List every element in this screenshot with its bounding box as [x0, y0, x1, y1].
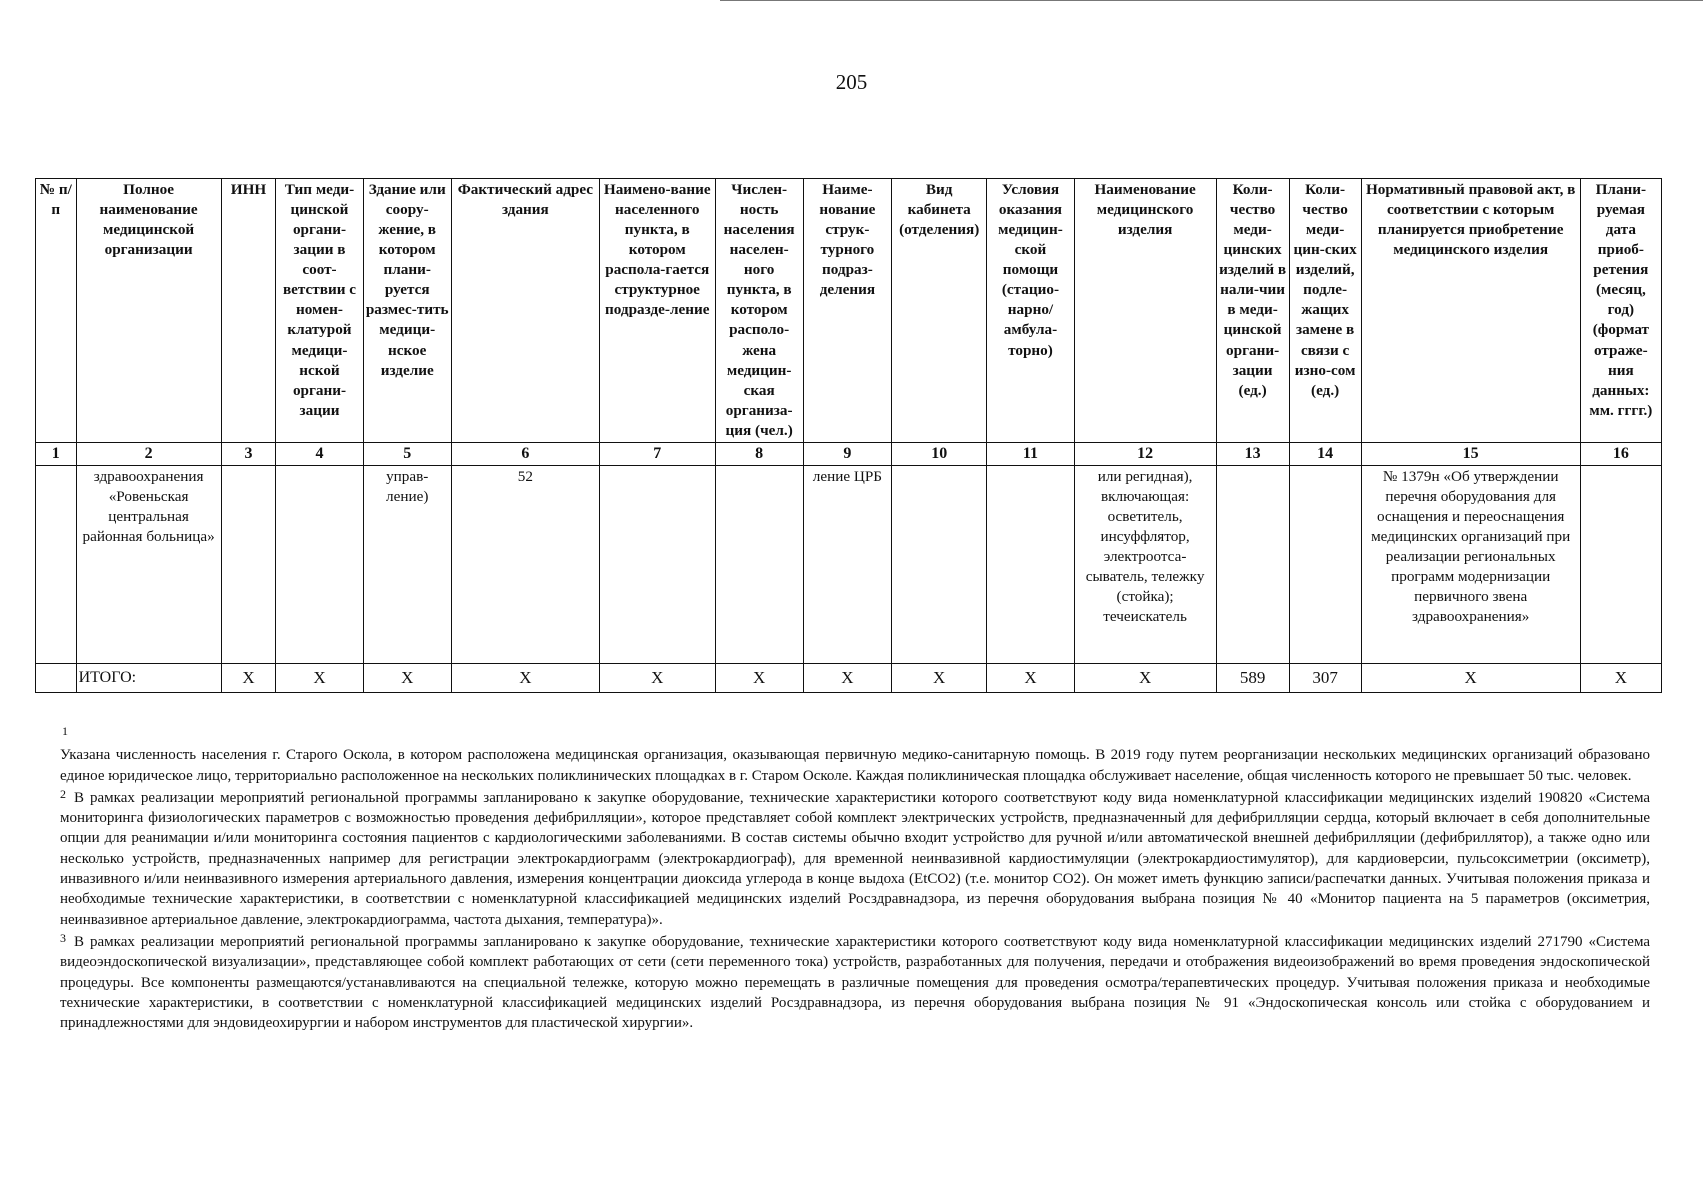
header-cell: № п/п — [36, 179, 77, 443]
header-cell: Фактический адрес здания — [451, 179, 599, 443]
column-number: 12 — [1074, 442, 1216, 465]
total-count-replace: 307 — [1289, 663, 1361, 692]
page-number: 205 — [835, 70, 868, 94]
header-cell: ИНН — [221, 179, 276, 443]
top-scan-line — [720, 0, 1703, 1]
subdivision-cell: ление ЦРБ — [803, 465, 891, 663]
table-row — [36, 465, 1662, 663]
equipment-table — [35, 178, 1662, 693]
table-cell: Х — [1074, 663, 1216, 692]
column-number: 8 — [715, 442, 803, 465]
table-cell: Х — [803, 663, 891, 692]
header-cell: Здание или соору-жение, в котором плани-руется размес-тить медици-нское изделие — [363, 179, 451, 443]
column-number: 5 — [363, 442, 451, 465]
table-cell — [599, 465, 715, 663]
table-cell — [221, 465, 276, 663]
column-number: 6 — [451, 442, 599, 465]
total-label: ИТОГО: — [76, 663, 221, 692]
table-cell — [1580, 465, 1661, 663]
table-cell — [36, 465, 77, 663]
column-number: 1 — [36, 442, 77, 465]
table-cell: Х — [451, 663, 599, 692]
header-cell: Коли-чество меди-цинских изделий в нали-чии в меди-цинской органи-зации (ед.) — [1216, 179, 1289, 443]
header-cell: Вид кабинета (отделения) — [892, 179, 987, 443]
table-cell: Х — [599, 663, 715, 692]
header-cell: Полное наименование медицинской организации — [76, 179, 221, 443]
column-number: 3 — [221, 442, 276, 465]
footnote — [60, 725, 1650, 786]
table-cell: Х — [221, 663, 276, 692]
column-number: 2 — [76, 442, 221, 465]
total-count-available: 589 — [1216, 663, 1289, 692]
footnote-text: Указана численность населения г. Старого Оскола, в котором расположена медицинская организация, оказывающая первичную медико-санитарную помощь. В 2019 году путем реорганизации нескольких медицинских организаций образовано единое юридическое лицо, территориально расположенное на нескольких поликлинических площадках в г. Старом Осколе. Каждая поликлиническая площадка обслуживает население, общая численность которого не превышает 50 тыс. человек. — [60, 747, 1650, 784]
header-row — [36, 179, 1662, 443]
table-cell: Х — [892, 663, 987, 692]
organization-name-cell: здравоохранения «Ровеньская центральная районная больница» — [76, 465, 221, 663]
header-cell: Плани-руемая дата приоб-ретения (месяц, год) (формат отраже-ния данных: мм. гггг.) — [1580, 179, 1661, 443]
footnote — [60, 788, 1650, 930]
header-cell: Числен-ность населения населен-ного пункта, в котором располо-жена медицин-ская организа-ция (чел.) — [715, 179, 803, 443]
device-name-cell: или регидная), включающая: осветитель, инсуффлятор, электроотса-сыватель, тележку (стойка); течеискатель — [1074, 465, 1216, 663]
column-number: 10 — [892, 442, 987, 465]
table-cell: Х — [363, 663, 451, 692]
footnote-marker: 1 — [62, 724, 68, 738]
footnote-text: В рамках реализации мероприятий региональной программы запланировано к закупке оборудование, технические характеристики которого соответствуют коду вида номенклатурной классификации медицинских изделий 271790 «Система видеоэндоскопической визуализации», представляющее собой комплект работающих от сети (сети переменного тока) устройств, разработанных для получения, передачи и отображения видеоизображений во время проведения эндоскопической процедуры. Все компоненты размещаются/устанавливаются на специальной тележке, которую можно перемещать в различные помещения для проведения осмотра/терапевтических процедур. Учитывая положения приказа и необходимые технические характеристики, в соответствии с номенклатурной классификацией медицинских изделий Росздравнадзора, из перечня оборудования выбрана позиция № 91 «Эндоскопическая консоль или стойка с оборудованием и принадлежностями для эндовидеохирургии и набором инструментов для пластической хирургии». — [60, 933, 1651, 1032]
address-cell: 52 — [451, 465, 599, 663]
header-cell: Наиме-нование струк-турного подраз-деления — [803, 179, 891, 443]
header-cell: Наименование медицинского изделия — [1074, 179, 1216, 443]
table-cell — [36, 663, 77, 692]
table-cell — [1289, 465, 1361, 663]
legal-act-cell: № 1379н «Об утверждении перечня оборудования для оснащения и переоснащения медицинских организаций при реализации региональных программ модернизации первичного звена здравоохранения» — [1361, 465, 1580, 663]
table-cell: Х — [276, 663, 363, 692]
header-cell: Нормативный правовой акт, в соответствии с которым планируется приобретение медицинского изделия — [1361, 179, 1580, 443]
column-number: 13 — [1216, 442, 1289, 465]
table-cell: Х — [1361, 663, 1580, 692]
header-cell: Наимено-вание населенного пункта, в котором распола-гается структурное подразде-ление — [599, 179, 715, 443]
column-number: 11 — [987, 442, 1074, 465]
footnote-marker: 3 — [60, 930, 66, 945]
building-cell: управ-ление) — [363, 465, 451, 663]
column-number: 7 — [599, 442, 715, 465]
footnote — [60, 932, 1650, 1033]
total-row — [36, 663, 1662, 692]
table-cell: Х — [715, 663, 803, 692]
header-cell: Тип меди-цинской органи-зации в соот-ветствии с номен-клатурой медици-нской органи-зации — [276, 179, 363, 443]
table-cell — [276, 465, 363, 663]
column-number: 15 — [1361, 442, 1580, 465]
table-cell — [892, 465, 987, 663]
footnote-marker: 2 — [60, 786, 66, 801]
table-cell — [715, 465, 803, 663]
table-cell: Х — [1580, 663, 1661, 692]
header-cell: Условия оказания медицин-ской помощи (стацио-нарно/ амбула-торно) — [987, 179, 1074, 443]
header-cell: Коли-чество меди-цин-ских изделий, подле-жащих замене в связи с изно-сом (ед.) — [1289, 179, 1361, 443]
table-cell — [987, 465, 1074, 663]
footnote-text: В рамках реализации мероприятий региональной программы запланировано к закупке оборудование, технические характеристики которого соответствуют коду вида номенклатурной классификации медицинских изделий 190820 «Система мониторинга физиологических параметров с возможностью проведения дефибрилляции», которое представляет собой комплект электрических устройств, предназначенный для дефибрилляции сердца, который включает в себя дополнительные опции для реанимации и/или мониторинга состояния пациентов с кардиологическими заболеваниями. В состав системы обычно входит устройство для ручной и/или автоматической внешней дефибрилляции (дефибриллятор), а также одно или несколько устройств, предназначенных например для регистрации электрокардиограмм (электрокардиограф), для временной неинвазивной кардиостимуляции (электрокардиостимулятор), для кардиоверсии, пульсоксиметрии (оксиметр), инвазивного и/или неинвазивного измерения артериального давления, измерения концентрации диоксида углерода в конце выдоха (EtCO2) (т.е. монитор CO2). Он может иметь функцию записи/распечатки данных. Учитывая положения приказа и необходимые технические характеристики, в соответствии с номенклатурной классификацией медицинских изделий Росздравнадзора, из перечня оборудования выбрана позиция № 40 «Монитор пациента на 5 параметров (оксиметрия, неинвазивное артериальное давление, электрокардиограмма, частота дыхания, температура)». — [60, 789, 1651, 928]
column-number: 9 — [803, 442, 891, 465]
column-number: 16 — [1580, 442, 1661, 465]
column-number: 14 — [1289, 442, 1361, 465]
column-number: 4 — [276, 442, 363, 465]
column-number-row — [36, 442, 1662, 465]
footnotes — [60, 725, 1650, 1035]
table-cell: Х — [987, 663, 1074, 692]
table-cell — [1216, 465, 1289, 663]
